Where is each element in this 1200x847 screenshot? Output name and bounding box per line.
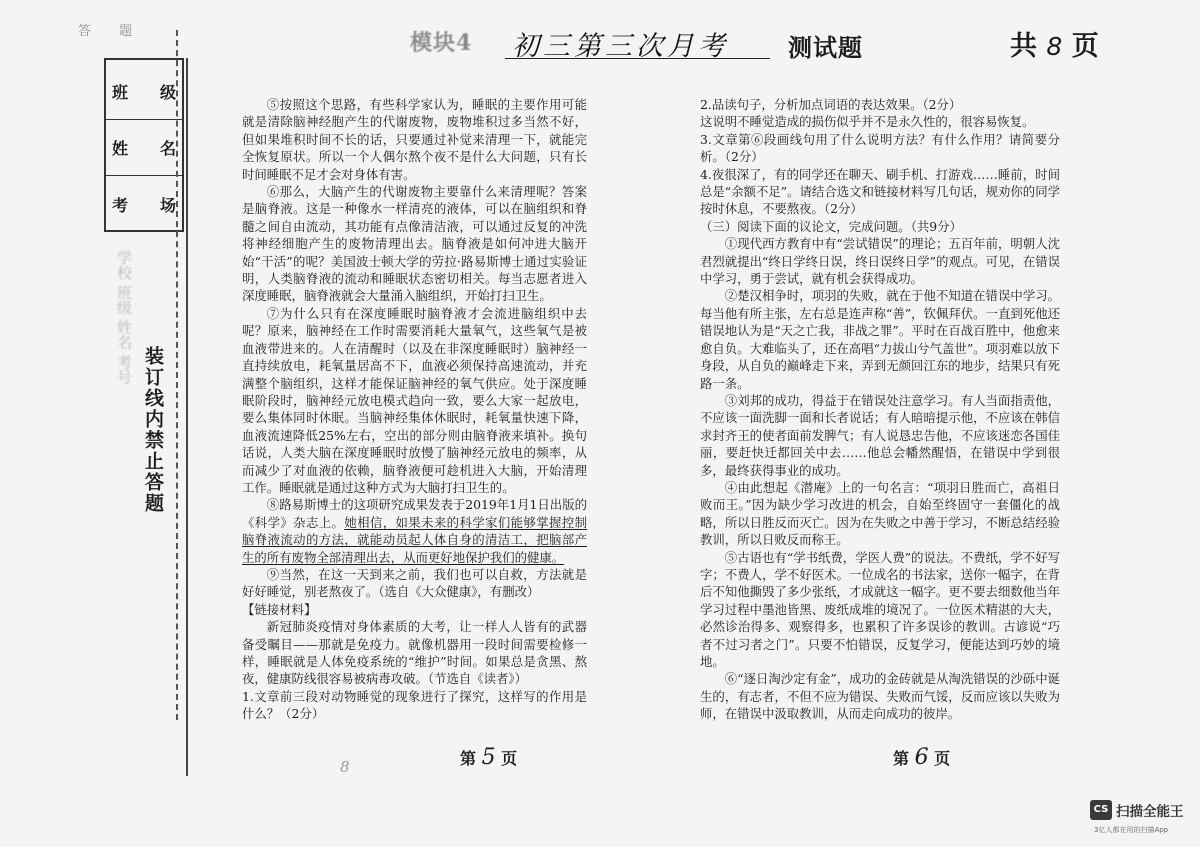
paragraph-9: ⑨当然，在这一天到来之前，我们也可以自救，方法就是好好睡觉，别老熬夜了。（选自《大众健康》，有删改）: [242, 566, 587, 600]
exam-room-row: [106, 176, 182, 232]
camscanner-logo-icon: CS: [1090, 800, 1112, 820]
faded-stamp: 模块4: [410, 30, 473, 56]
essay-paragraph-1: ①现代西方教育中有“尝试错误”的理论；五百年前，明朝人沈君烈就提出“终日学终日误，终日误终日学”的观点。可见，在错误中学习，勇于尝试，就有机会获得成功。: [700, 236, 1060, 287]
total-pages-number: 8: [1046, 32, 1063, 61]
page-5-suffix: 页: [501, 749, 518, 768]
bleed-through-text: 学校 班级 姓名 考号: [115, 250, 133, 385]
essay-paragraph-5: ⑤古语也有“学书纸费，学医人费”的说法。不费纸，学不好写字；不费人，学不好医术。一位成名的书法家，送你一幅字，在背后不知他撕毁了多少张纸，才成就这一幅字。更不要去细数他当年学习过程中墨池皆黑、废纸成堆的境况了。一位医术精湛的大夫，必然诊治得多、观察得多，也累积了许多误诊的教训。古谚说“巧者不过习者之门”。只要不怕错误，反复学习，便能达到巧妙的境地。: [700, 549, 1060, 669]
section-3-heading: （三）阅读下面的议论文，完成问题。（共9分）: [700, 218, 962, 234]
total-pages: [1010, 24, 1099, 63]
class-label-1: 班: [112, 83, 129, 102]
question-4: 4.夜很深了，有的同学还在聊天、刷手机、打游戏……睡前，时间总是“余额不足”。请结合选文和链接材料写几句话，规劝你的同学按时休息，不要熬夜。（2分）: [700, 166, 1060, 217]
scanner-watermark: [1090, 798, 1195, 838]
watermark-app-name: 扫描全能王: [1116, 804, 1184, 820]
page-6-suffix: 页: [934, 749, 951, 768]
ghost-page-number: 8: [340, 758, 350, 776]
name-row: [106, 120, 182, 176]
question-3: 3.文章第⑥段画线句用了什么说明方法？有什么作用？请简要分析。（2分）: [700, 131, 1060, 165]
essay-paragraph-3: ③刘邦的成功，得益于在错误处注意学习。有人当面指责他，不应该一面洗脚一面和长者说话；有人暗暗提示他，不应该在韩信求封齐王的使者面前发脾气；有人说恳忠告他，不应该迷恋各国佳丽，要赶快迁都回关中去……他总会幡然醒悟，在错误中学到很多，最终获得事业的成功。: [700, 392, 1060, 478]
room-label-1: 考: [112, 195, 129, 215]
room-label-2: 场: [159, 195, 176, 215]
page-5-prefix: 第: [460, 749, 477, 768]
paragraph-5: ⑤按照这个思路，有些科学家认为，睡眠的主要作用可能就是清除脑神经胞产生的代谢废物，废物堆积过多当然不好，但如果堆积时间不长的话，只要通过补觉来清理一下，就能完全恢复原状。所以一个人偶尔熬个夜不是什么大问题，只有长时间睡眠不足才会对身体有害。: [242, 97, 587, 182]
binding-margin: [0, 0, 186, 847]
total-pages-prefix: 共: [1010, 31, 1037, 62]
link-material-heading: 【链接材料】: [242, 601, 317, 617]
page-5-column: [242, 96, 587, 723]
name-label-2: 名: [159, 139, 176, 158]
question-1: 1.文章前三段对动物睡觉的现象进行了探究，这样写的作用是什么？（2分）: [242, 688, 587, 722]
student-info-box: [104, 58, 184, 232]
watermark-slogan: 3亿人都在用的扫描App: [1094, 826, 1169, 834]
class-row: [106, 64, 182, 120]
binding-dashed-line: [176, 30, 178, 720]
link-material-text: 新冠肺炎疫情对身体素质的大考，让一样人人皆有的武器备受瞩目——那就是免疫力。就像机器用一段时间需要检修一样，睡眠就是人体免疫系统的“维护”时间。如果总是贪黑、熬夜，健康防线很容易被病毒攻破。（节选自《读者》）: [242, 619, 587, 687]
paragraph-7: ⑦为什么只有在深度睡眠时脑脊液才会流进脑组织中去呢？原来，脑神经在工作时需要消耗大量氧气，这些氧气是被血液带进来的。人在清醒时（以及在非深度睡眠时）脑神经一直持续放电，耗氧量居高不下，血液必须保持高速流动，并充满整个脑组织，这样才能保证脑神经的氧气供应。处于深度睡眠阶段时，脑神经元放电模式趋向一致，要么大家一起放电，要么集体同时休眠。当脑神经集体休眠时，耗氧量快速下降，血液流速降低25%左右，空出的部分则由脑脊液来填补。换句话说，人类大脑在深度睡眠时放慢了脑神经元放电的频率，从而减少了对血液的依赖，脑脊液便可趁机进入大脑，开始清理工作。睡眠就是通过这种方式为大脑打扫卫生的。: [242, 305, 587, 495]
question-2: 2.品读句子，分析加点词语的表达效果。（2分）: [700, 97, 962, 112]
page-number-5: [460, 745, 517, 770]
page-6-prefix: 第: [893, 749, 910, 768]
name-label-1: 姓: [112, 139, 129, 158]
class-label-2: 级: [159, 83, 176, 102]
handwriting-underline: [505, 58, 770, 59]
essay-paragraph-4: ④由此想起《潜庵》上的一句名言：“项羽日胜而亡，高祖日败而王。”因为缺少学习改进的机会，自始至终固守一套僵化的战略，所以日胜反而灭亡。因为在失败之中善于学习，不断总结经验教训，所以日败反而称王。: [700, 479, 1060, 548]
corner-label: 答 题: [78, 24, 145, 39]
page-6-column: [700, 96, 1060, 723]
page-6-number: 6: [914, 745, 929, 770]
underlined-sentence: 她相信，如果未来的科学家们能够掌握控制脑脊液流动的方法，就能动员起人体自身的清洁工，把脑部产生的所有废物全部清理出去，从而更好地保护我们的健康。: [242, 514, 588, 565]
essay-paragraph-2: ②楚汉相争时，项羽的失败，就在于他不知道在错误中学习。每当他有所主张，左右总是连声称“善”，钦佩拜伏。一直到死他还错误地认为是“天之亡我，非战之罪”。平时在百战百胜中，他愈来愈自负。大难临头了，还在高唱“力拔山兮气盖世”。项羽难以放下身段，从自负的巅峰走下来，弄到无颜回江东的地步，结果只有死路一条。: [700, 288, 1060, 391]
essay-paragraph-6: ⑥“逐日淘沙定有金”，成功的金砖就是从淘洗错误的沙砾中诞生的，有志者，不但不应为错误、失败而气馁，反而应该以失败为师，在错误中汲取教训，从而走向成功的彼岸。: [700, 671, 1060, 722]
total-pages-suffix: 页: [1071, 31, 1099, 62]
binding-warning: 装订线内禁止答题: [142, 346, 164, 514]
page-5-number: 5: [481, 745, 496, 770]
handwritten-exam-name: 初三第三次月考: [512, 31, 729, 62]
paragraph-8: [242, 496, 587, 566]
exam-title: 测试题: [788, 34, 863, 62]
paragraph-8-text: ⑧路易斯博士的这项研究成果发表于2019年1月1日出版的《科学》杂志上。: [242, 497, 587, 530]
page-number-6: [893, 745, 950, 770]
paragraph-6: ⑥那么，大脑产生的代谢废物主要靠什么来清理呢？答案是脑脊液。这是一种像水一样清亮的液体，可以在脑组织和脊髓之间自由流动，其功能有点像清洁液，可以通过反复的冲洗将神经细胞产生的废物清理出去。脑脊液是如何冲进大脑开始“干活”的呢？美国波士顿大学的劳拉·路易斯博士通过实验证明，人类脑脊液的流动和睡眠状态密切相关。每当志愿者进入深度睡眠，脑脊液就会大量涌入脑组织，开始打扫卫生。: [242, 184, 587, 304]
question-2-quote: 这说明不睡觉造成的损伤似乎并不是永久性的，很容易恢复。: [700, 114, 1035, 130]
